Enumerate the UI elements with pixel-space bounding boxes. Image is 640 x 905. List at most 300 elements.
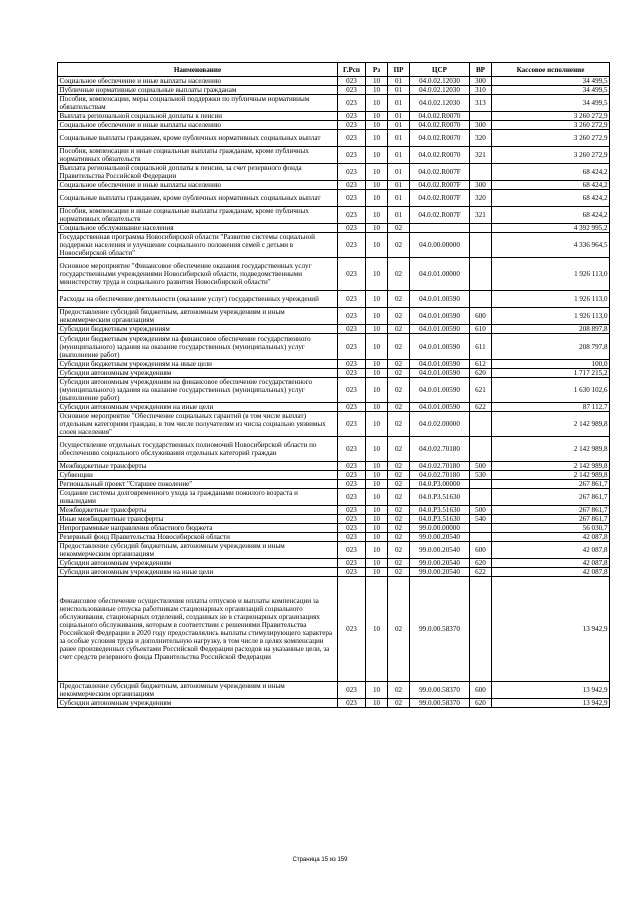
row-grbs: 023 [338,359,366,368]
table-row [58,77,610,86]
table-row [58,368,610,377]
row-name: Социальное обеспечение и иные выплаты населению [58,77,338,86]
row-vr: 500 [470,505,492,514]
row-csr: 99.0.00.58370 [410,699,470,708]
table-row [58,121,610,130]
row-rz: 10 [366,207,388,224]
row-amount: 100,0 [492,359,610,368]
row-pr: 01 [388,86,410,95]
row-name: Субсидии автономным учреждениям на иные цели [58,567,338,576]
row-pr: 02 [388,514,410,523]
row-name: Пособия, компенсации, меры социальной поддержки по публичным нормативным обязательствам [58,95,338,112]
row-name: Финансовое обеспечение осуществления оплаты отпусков и выплаты компенсации за неиспользованные отпуска работникам стационарных организаций социального обслуживания, стационарных отделений, созданных не в стационарных организациях социального обслуживания, которым в соответствии с решениями Правительства Российской Федерации в 2020 году предоставлялись выплаты стимулирующего характера за особые условия труда и дополнительную нагрузку, в том числе в целях компенсации ранее произведенных субъектами Российской Федерации расходов на указанные цели, за счет средств резервного фонда Правительства Российской Федерации [58,576,338,681]
table-row [58,258,610,291]
row-rz: 10 [366,308,388,325]
row-rz: 10 [366,325,388,334]
row-rz: 10 [366,479,388,488]
table-row [58,436,610,461]
row-grbs: 023 [338,112,366,121]
table-row [58,334,610,359]
row-grbs: 023 [338,308,366,325]
row-vr: 600 [470,308,492,325]
row-amount: 42 087,8 [492,532,610,541]
row-grbs: 023 [338,95,366,112]
row-amount: 2 142 989,8 [492,436,610,461]
row-amount: 3 260 272,9 [492,121,610,130]
row-vr [470,291,492,308]
row-csr: 04.0.02.12030 [410,95,470,112]
header-csr: ЦСР [410,63,470,77]
row-grbs: 023 [338,190,366,207]
row-pr: 02 [388,368,410,377]
row-vr: 313 [470,95,492,112]
row-rz: 10 [366,436,388,461]
row-vr: 540 [470,514,492,523]
row-vr: 300 [470,77,492,86]
row-rz: 10 [366,567,388,576]
row-pr: 01 [388,77,410,86]
row-grbs: 023 [338,86,366,95]
row-amount: 267 861,7 [492,505,610,514]
row-rz: 10 [366,233,388,258]
row-name: Субсидии бюджетным учреждениям на финансовое обеспечение государственного (муниципального) задания на оказание государственных (муниципальных) услуг (выполнение работ) [58,334,338,359]
row-grbs: 023 [338,699,366,708]
row-name: Создание системы долговременного ухода за гражданами пожилого возраста и инвалидами [58,488,338,505]
row-rz: 10 [366,190,388,207]
row-csr: 04.0.01.00590 [410,359,470,368]
row-csr: 04.0.01.00590 [410,308,470,325]
row-csr: 04.0.01.00590 [410,334,470,359]
table-row [58,558,610,567]
table-header-row [58,63,610,77]
row-rz: 10 [366,121,388,130]
table-row [58,523,610,532]
row-vr [470,479,492,488]
row-amount: 68 424,2 [492,207,610,224]
row-name: Основное мероприятие "Обеспечение социальных гарантий (в том числе выплат) отдельным категориям граждан, в том числе получателям из числа социально уязвимых слоев населения" [58,411,338,436]
row-name: Региональный проект "Старшее поколение" [58,479,338,488]
row-vr [470,576,492,681]
row-name: Социальное обеспечение и иные выплаты населению [58,181,338,190]
row-name: Расходы на обеспечение деятельности (оказание услуг) государственных учреждений [58,291,338,308]
row-vr [470,233,492,258]
row-vr: 620 [470,558,492,567]
table-row [58,514,610,523]
table-row [58,479,610,488]
row-name: Субсидии автономным учреждениям [58,699,338,708]
row-vr: 600 [470,682,492,699]
row-pr: 02 [388,411,410,436]
row-grbs: 023 [338,411,366,436]
row-vr [470,523,492,532]
row-csr: 04.0.02.R007F [410,190,470,207]
row-name: Социальные выплаты гражданам, кроме публичных нормативных социальных выплат [58,190,338,207]
row-vr: 300 [470,121,492,130]
row-amount: 208 897,8 [492,325,610,334]
row-name: Выплата региональной социальной доплаты к пенсии, за счет резервного фонда Правительства Российской Федерации [58,164,338,181]
row-grbs: 023 [338,224,366,233]
row-pr: 01 [388,147,410,164]
row-grbs: 023 [338,291,366,308]
row-vr [470,488,492,505]
row-amount: 1 717 215,2 [492,368,610,377]
row-name: Межбюджетные трансферты [58,505,338,514]
row-pr: 02 [388,436,410,461]
row-csr: 04.0.02.R0070 [410,147,470,164]
budget-execution-table [57,62,610,708]
row-grbs: 023 [338,470,366,479]
row-csr: 04.0.02.70180 [410,436,470,461]
row-csr: 99.0.00.20540 [410,567,470,576]
row-name: Субсидии автономным учреждениям [58,368,338,377]
row-rz: 10 [366,112,388,121]
row-amount: 4 392 995,2 [492,224,610,233]
row-grbs: 023 [338,514,366,523]
row-rz: 10 [366,470,388,479]
row-rz: 10 [366,368,388,377]
row-pr: 01 [388,95,410,112]
header-grbs: Г.Рсп [338,63,366,77]
row-csr [410,224,470,233]
row-csr: 04.0.P3.51630 [410,514,470,523]
row-vr: 621 [470,377,492,402]
table-row [58,699,610,708]
row-rz: 10 [366,377,388,402]
row-pr: 02 [388,258,410,291]
table-row [58,190,610,207]
row-name: Социальные выплаты гражданам, кроме публичных нормативных социальных выплат [58,130,338,147]
row-pr: 02 [388,402,410,411]
row-pr: 01 [388,181,410,190]
row-amount: 2 142 989,8 [492,470,610,479]
row-name: Предоставление субсидий бюджетным, автономным учреждениям и иным некоммерческим организациям [58,541,338,558]
row-grbs: 023 [338,682,366,699]
row-csr: 99.0.00.58370 [410,682,470,699]
row-pr: 02 [388,233,410,258]
row-name: Субсидии автономным учреждениям на финансовое обеспечение государственного (муниципального) задания на оказание государственных (муниципальных) услуг (выполнение работ) [58,377,338,402]
row-name: Субсидии автономным учреждениям на иные цели [58,402,338,411]
row-pr: 02 [388,488,410,505]
row-grbs: 023 [338,523,366,532]
row-vr [470,436,492,461]
table-row [58,224,610,233]
row-csr: 04.0.02.R0070 [410,130,470,147]
row-vr: 321 [470,207,492,224]
table-row [58,112,610,121]
table-row [58,470,610,479]
row-vr [470,224,492,233]
row-pr: 02 [388,334,410,359]
row-csr: 04.0.01.00590 [410,291,470,308]
row-amount: 2 142 989,8 [492,411,610,436]
row-grbs: 023 [338,436,366,461]
row-rz: 10 [366,77,388,86]
header-vr: ВР [470,63,492,77]
row-rz: 10 [366,541,388,558]
row-pr: 02 [388,461,410,470]
row-csr: 04.0.02.12030 [410,86,470,95]
row-pr: 02 [388,567,410,576]
row-name: Иные межбюджетные трансферты [58,514,338,523]
row-amount: 68 424,2 [492,164,610,181]
row-amount: 34 499,5 [492,77,610,86]
row-name: Субсидии бюджетным учреждениям на иные цели [58,359,338,368]
row-grbs: 023 [338,258,366,291]
row-rz: 10 [366,291,388,308]
row-vr: 320 [470,190,492,207]
row-pr: 01 [388,207,410,224]
row-csr: 04.0.02.70180 [410,461,470,470]
row-pr: 02 [388,523,410,532]
row-amount: 267 861,7 [492,479,610,488]
row-vr: 622 [470,402,492,411]
row-amount: 34 499,5 [492,95,610,112]
row-amount: 4 336 964,5 [492,233,610,258]
row-csr: 04.0.02.R007F [410,207,470,224]
row-amount: 267 861,7 [492,488,610,505]
row-rz: 10 [366,576,388,681]
row-csr: 04.0.P3.00000 [410,479,470,488]
row-pr: 02 [388,699,410,708]
row-amount: 3 260 272,9 [492,147,610,164]
row-amount: 1 926 113,0 [492,258,610,291]
row-grbs: 023 [338,402,366,411]
page-footer: Страница 15 из 159 [292,857,348,863]
row-grbs: 023 [338,567,366,576]
table-row [58,377,610,402]
row-name: Осуществление отдельных государственных полномочий Новосибирской области по обеспечению социального обслуживания отдельных категорий граждан [58,436,338,461]
row-pr: 02 [388,532,410,541]
row-amount: 1 630 102,6 [492,377,610,402]
row-csr: 04.0.02.R007F [410,181,470,190]
row-grbs: 023 [338,532,366,541]
row-amount: 1 926 113,0 [492,308,610,325]
row-csr: 04.0.02.00000 [410,411,470,436]
table-row [58,411,610,436]
row-grbs: 023 [338,541,366,558]
row-rz: 10 [366,461,388,470]
row-name: Непрограммные направления областного бюджета [58,523,338,532]
row-amount: 3 260 272,9 [492,112,610,121]
row-pr: 02 [388,479,410,488]
row-vr [470,532,492,541]
row-amount: 208 797,8 [492,334,610,359]
row-grbs: 023 [338,121,366,130]
row-grbs: 023 [338,334,366,359]
row-rz: 10 [366,359,388,368]
table-row [58,164,610,181]
row-name: Предоставление субсидий бюджетным, автономным учреждениям и иным некоммерческим организациям [58,308,338,325]
row-pr: 02 [388,576,410,681]
row-grbs: 023 [338,377,366,402]
row-rz: 10 [366,181,388,190]
row-pr: 02 [388,541,410,558]
row-grbs: 023 [338,325,366,334]
row-grbs: 023 [338,207,366,224]
row-amount: 56 030,7 [492,523,610,532]
row-grbs: 023 [338,461,366,470]
row-vr: 610 [470,325,492,334]
row-rz: 10 [366,532,388,541]
row-grbs: 023 [338,488,366,505]
row-rz: 10 [366,558,388,567]
row-grbs: 023 [338,77,366,86]
table-body [58,77,610,708]
row-csr: 99.0.00.58370 [410,576,470,681]
row-amount: 1 926 113,0 [492,291,610,308]
row-csr: 99.0.00.00000 [410,523,470,532]
row-csr: 04.0.02.R007F [410,164,470,181]
row-csr: 99.0.00.20540 [410,532,470,541]
row-name: Выплата региональной социальной доплаты к пенсии [58,112,338,121]
table-row [58,461,610,470]
row-vr [470,258,492,291]
row-csr: 04.0.02.R0070 [410,121,470,130]
row-vr [470,112,492,121]
table-row [58,505,610,514]
row-csr: 99.0.00.20540 [410,541,470,558]
row-vr: 620 [470,368,492,377]
row-grbs: 023 [338,558,366,567]
table-row [58,130,610,147]
row-name: Субвенции [58,470,338,479]
row-pr: 02 [388,359,410,368]
row-vr: 622 [470,567,492,576]
row-rz: 10 [366,523,388,532]
table-row [58,147,610,164]
header-name: Наименование [58,63,338,77]
row-vr: 300 [470,181,492,190]
row-rz: 10 [366,699,388,708]
row-rz: 10 [366,130,388,147]
row-csr: 04.0.P3.51630 [410,488,470,505]
header-rz: Рз [366,63,388,77]
row-csr: 04.0.02.70180 [410,470,470,479]
row-csr: 04.0.02.R0070 [410,112,470,121]
row-csr: 04.0.01.00000 [410,258,470,291]
row-pr: 02 [388,558,410,567]
row-rz: 10 [366,86,388,95]
row-name: Резервный фонд Правительства Новосибирской области [58,532,338,541]
row-amount: 13 942,9 [492,699,610,708]
row-pr: 01 [388,121,410,130]
row-rz: 10 [366,258,388,291]
table-row [58,308,610,325]
row-name: Межбюджетные трансферты [58,461,338,470]
row-vr: 530 [470,470,492,479]
table-row [58,207,610,224]
row-grbs: 023 [338,147,366,164]
row-csr: 04.0.01.00590 [410,402,470,411]
row-name: Предоставление субсидий бюджетным, автономным учреждениям и иным некоммерческим организациям [58,682,338,699]
row-name: Социальное обеспечение и иные выплаты населению [58,121,338,130]
table-row [58,86,610,95]
row-pr: 02 [388,308,410,325]
row-rz: 10 [366,505,388,514]
table-row [58,291,610,308]
header-pr: ПР [388,63,410,77]
table-row [58,181,610,190]
row-name: Основное мероприятие "Финансовое обеспечение оказания государственных услуг государственными учреждениями Новосибирской области, подведомственными министерству труда и социального развития Новосибирской области" [58,258,338,291]
row-vr: 620 [470,699,492,708]
row-name: Пособия, компенсации и иные социальные выплаты гражданам, кроме публичных нормативных обязательств [58,147,338,164]
table-row [58,325,610,334]
row-csr: 04.0.01.00590 [410,377,470,402]
row-pr: 02 [388,470,410,479]
table-row [58,95,610,112]
row-vr [470,411,492,436]
row-amount: 68 424,2 [492,181,610,190]
row-name: Субсидии бюджетным учреждениям [58,325,338,334]
row-csr: 99.0.00.20540 [410,558,470,567]
row-vr: 600 [470,541,492,558]
row-grbs: 023 [338,130,366,147]
row-rz: 10 [366,488,388,505]
row-grbs: 023 [338,233,366,258]
row-amount: 3 260 272,9 [492,130,610,147]
row-rz: 10 [366,334,388,359]
row-csr: 04.0.01.00590 [410,325,470,334]
row-vr: 612 [470,359,492,368]
row-csr: 04.0.P3.51630 [410,505,470,514]
row-rz: 10 [366,224,388,233]
row-vr: 310 [470,86,492,95]
row-name: Публичные нормативные социальные выплаты гражданам [58,86,338,95]
row-pr: 01 [388,190,410,207]
table-row [58,359,610,368]
table-row [58,567,610,576]
row-amount: 2 142 989,8 [492,461,610,470]
row-pr: 02 [388,505,410,514]
table-row [58,576,610,681]
row-rz: 10 [366,402,388,411]
row-rz: 10 [366,514,388,523]
row-amount: 42 087,8 [492,541,610,558]
row-amount: 34 499,5 [492,86,610,95]
row-name: Субсидии автономным учреждениям [58,558,338,567]
row-grbs: 023 [338,505,366,514]
table-row [58,541,610,558]
row-pr: 01 [388,112,410,121]
row-rz: 10 [366,164,388,181]
table-row [58,233,610,258]
row-pr: 02 [388,377,410,402]
row-amount: 13 942,9 [492,682,610,699]
row-vr [470,164,492,181]
report-table-container [57,62,609,708]
row-csr: 04.0.00.00000 [410,233,470,258]
row-vr: 611 [470,334,492,359]
row-amount: 87 112,7 [492,402,610,411]
table-row [58,682,610,699]
row-csr: 04.0.02.12030 [410,77,470,86]
row-rz: 10 [366,147,388,164]
table-row [58,488,610,505]
row-grbs: 023 [338,576,366,681]
row-amount: 13 942,9 [492,576,610,681]
row-rz: 10 [366,411,388,436]
row-pr: 02 [388,682,410,699]
row-name: Социальное обслуживание населения [58,224,338,233]
row-name: Государственная программа Новосибирской области "Развитие системы социальной поддержки населения и улучшение социального положения семей с детьми в Новосибирской области" [58,233,338,258]
row-csr: 04.0.01.00590 [410,368,470,377]
row-grbs: 023 [338,181,366,190]
row-name: Пособия, компенсации и иные социальные выплаты гражданам, кроме публичных нормативных обязательств [58,207,338,224]
table-row [58,532,610,541]
row-pr: 02 [388,291,410,308]
row-grbs: 023 [338,368,366,377]
table-row [58,402,610,411]
